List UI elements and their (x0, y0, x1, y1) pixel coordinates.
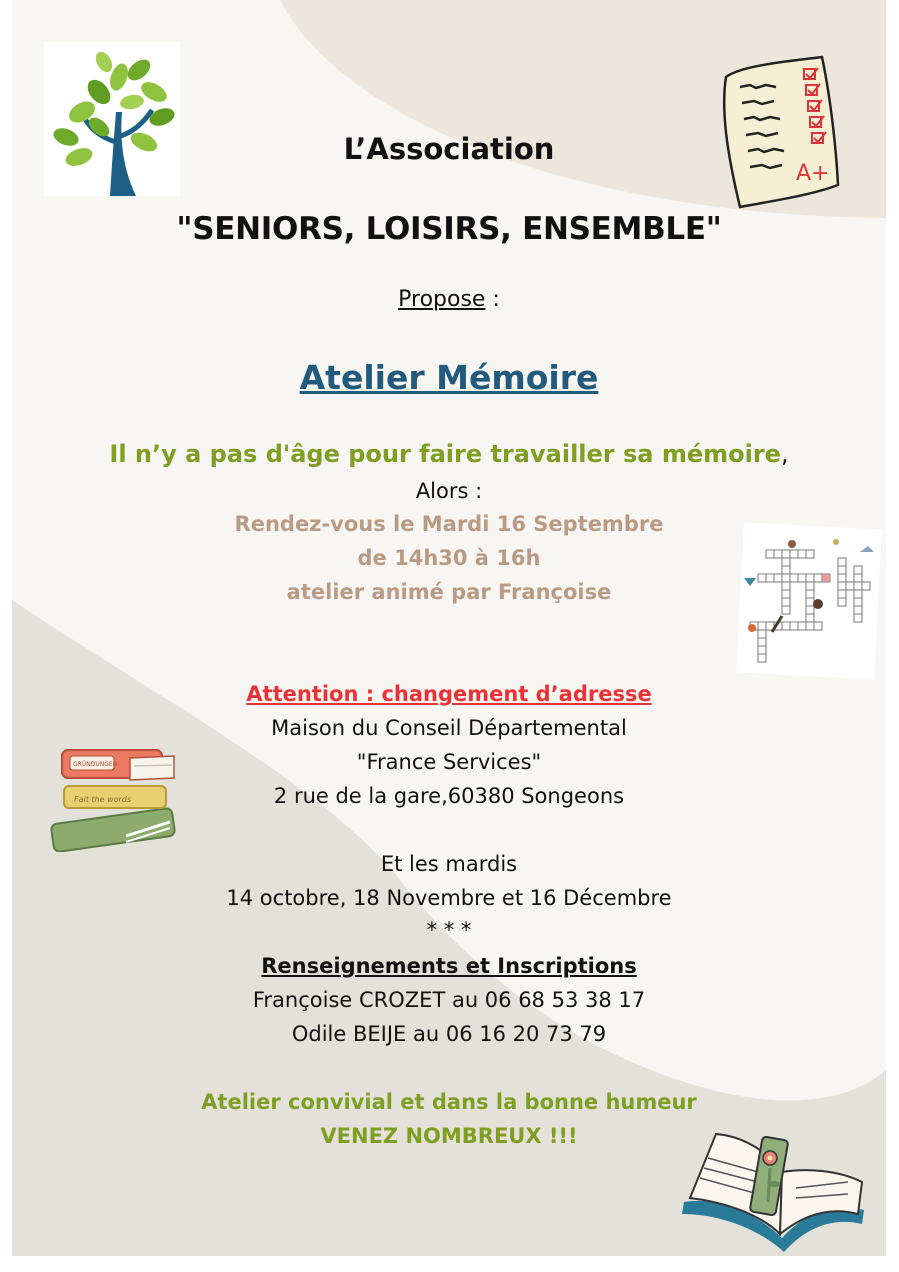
propose-line (12, 287, 886, 312)
event-time: de 14h30 à 16h (357, 546, 541, 570)
association-label: L’Association (343, 132, 555, 166)
contact-1: Françoise CROZET au 06 68 53 38 17 (252, 988, 646, 1012)
tree-logo-icon (44, 42, 180, 196)
footer-line-1: Atelier convivial et dans la bonne humeur (201, 1090, 697, 1114)
svg-text:GRÜNDUNGEN: GRÜNDUNGEN (73, 761, 118, 768)
propose-suffix: : (485, 287, 500, 312)
propose-label: Propose (398, 287, 486, 312)
flyer-page (12, 0, 886, 1256)
alors-line: Alors : (415, 479, 483, 503)
address-line-3: 2 rue de la gare,60380 Songeons (273, 784, 625, 808)
tagline (12, 440, 886, 468)
svg-text:A+: A+ (796, 161, 830, 186)
association-name: "SENIORS, LOISIRS, ENSEMBLE" (176, 211, 722, 247)
contacts-heading: Renseignements et Inscriptions (261, 954, 637, 978)
separator-stars: * * * (426, 918, 472, 942)
tagline-text: Il n’y a pas d'âge pour faire travailler sa mémoire (109, 440, 781, 468)
event-host: atelier animé par Françoise (286, 580, 612, 604)
contact-2: Odile BEIJE au 06 16 20 73 79 (291, 1022, 607, 1046)
address-line-1: Maison du Conseil Départemental (271, 716, 627, 740)
address-line-2: "France Services" (356, 750, 542, 774)
next-dates-intro: Et les mardis (380, 852, 518, 876)
svg-text:Fait the words: Fait the words (74, 795, 132, 804)
event-date: Rendez-vous le Mardi 16 Septembre (234, 512, 664, 536)
footer-line-2: VENEZ NOMBREUX !!! (320, 1124, 578, 1148)
event-title: Atelier Mémoire (299, 358, 599, 397)
tagline-comma: , (780, 440, 789, 468)
address-warning: Attention : changement d’adresse (246, 682, 652, 706)
next-dates-list: 14 octobre, 18 Novembre et 16 Décembre (226, 886, 672, 910)
